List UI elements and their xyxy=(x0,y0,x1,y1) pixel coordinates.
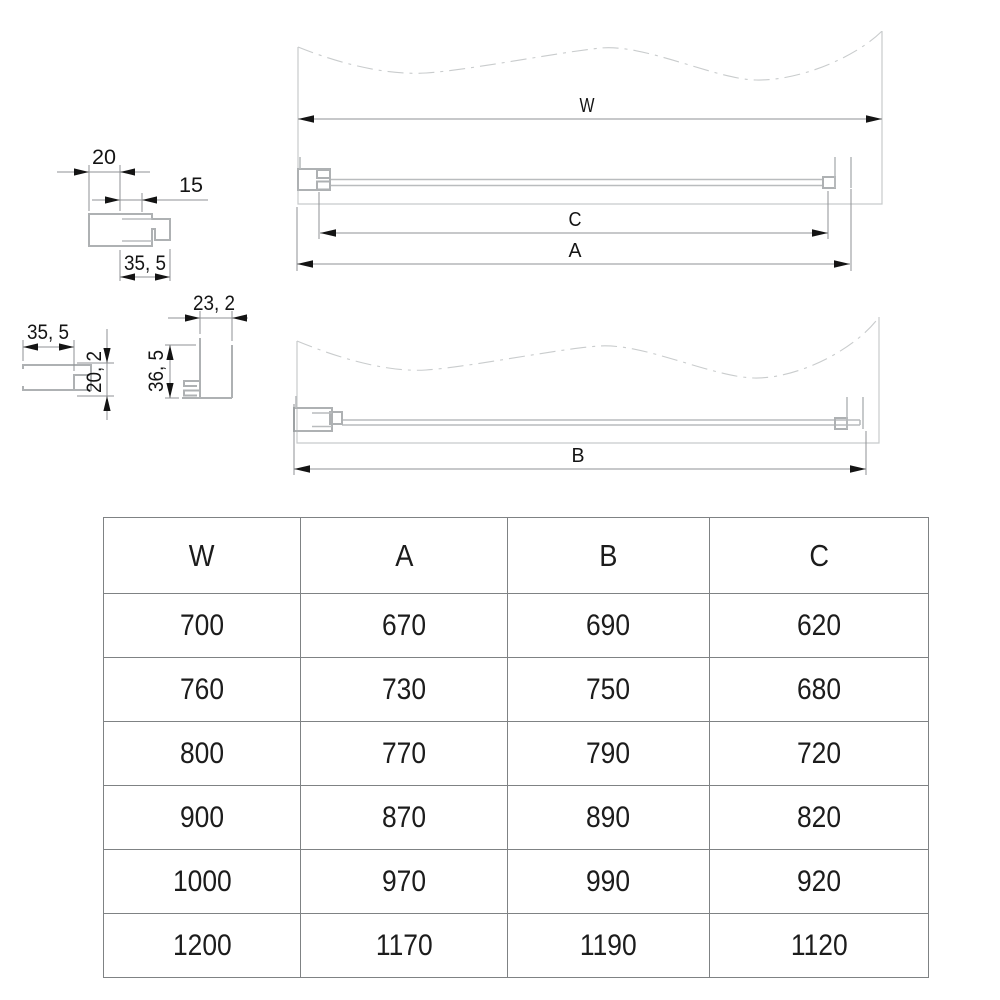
break-line xyxy=(298,31,882,80)
dim-label-w: W xyxy=(579,95,595,117)
rail-bar xyxy=(342,420,860,425)
table-cell: 720 xyxy=(710,722,929,786)
panel-edges xyxy=(298,31,882,204)
table-cell: 920 xyxy=(710,850,929,914)
table-row xyxy=(104,850,929,914)
table-cell: 970 xyxy=(301,850,508,914)
table-cell: 760 xyxy=(104,658,301,722)
table-row xyxy=(104,914,929,978)
profile-outline xyxy=(23,365,91,390)
size-table xyxy=(103,517,929,978)
dim-label-c: C xyxy=(568,209,582,231)
table-header-cell: B xyxy=(508,518,710,594)
table-cell: 790 xyxy=(508,722,710,786)
table-cell: 1000 xyxy=(104,850,301,914)
table-cell: 620 xyxy=(710,594,929,658)
profile-inner-lines xyxy=(122,219,152,241)
table-row xyxy=(104,658,929,722)
panel-edges xyxy=(297,317,879,443)
dim-label-20: 20 xyxy=(92,146,116,169)
table-cell: 1200 xyxy=(104,914,301,978)
table-cell: 800 xyxy=(104,722,301,786)
panel-drawing-bottom xyxy=(294,317,879,475)
table-cell: 770 xyxy=(301,722,508,786)
glass-profile-section xyxy=(145,292,248,398)
table-cell: 1190 xyxy=(508,914,710,978)
dim-label-15: 15 xyxy=(179,174,203,197)
wall-profile-section-1 xyxy=(57,146,208,281)
table-cell: 730 xyxy=(301,658,508,722)
table-row xyxy=(104,722,929,786)
right-bracket xyxy=(823,177,835,188)
dim-label-23-2: 23, 2 xyxy=(193,292,235,315)
table-cell: 890 xyxy=(508,786,710,850)
table-cell: 870 xyxy=(301,786,508,850)
dim-label-a: A xyxy=(568,240,583,262)
panel-drawing-top xyxy=(297,31,882,271)
table-cell: 900 xyxy=(104,786,301,850)
dim-label-35-5: 35, 5 xyxy=(27,321,69,344)
profile-outline xyxy=(182,338,232,398)
dim-label-36-5: 36, 5 xyxy=(145,345,168,392)
table-header-cell: W xyxy=(104,518,301,594)
table-cell: 1120 xyxy=(710,914,929,978)
dimension-table xyxy=(103,517,929,978)
left-bracket xyxy=(298,169,330,190)
table-cell: 1170 xyxy=(301,914,508,978)
break-line xyxy=(297,317,879,378)
dim-label-b: B xyxy=(571,445,585,467)
table-header-cell: A xyxy=(301,518,508,594)
table-cell: 680 xyxy=(710,658,929,722)
table-cell: 820 xyxy=(710,786,929,850)
table-cell: 750 xyxy=(508,658,710,722)
table-cell: 690 xyxy=(508,594,710,658)
left-bracket xyxy=(294,408,342,431)
rail-bar xyxy=(330,180,823,186)
table-row xyxy=(104,786,929,850)
table-header-cell: C xyxy=(710,518,929,594)
dim-label-35-5: 35, 5 xyxy=(124,252,166,275)
table-cell: 700 xyxy=(104,594,301,658)
wall-profile-section-2 xyxy=(23,321,114,420)
table-header-row xyxy=(104,518,929,594)
dim-label-20-2: 20, 2 xyxy=(83,346,106,393)
table-cell: 670 xyxy=(301,594,508,658)
table-row xyxy=(104,594,929,658)
table-cell: 990 xyxy=(508,850,710,914)
